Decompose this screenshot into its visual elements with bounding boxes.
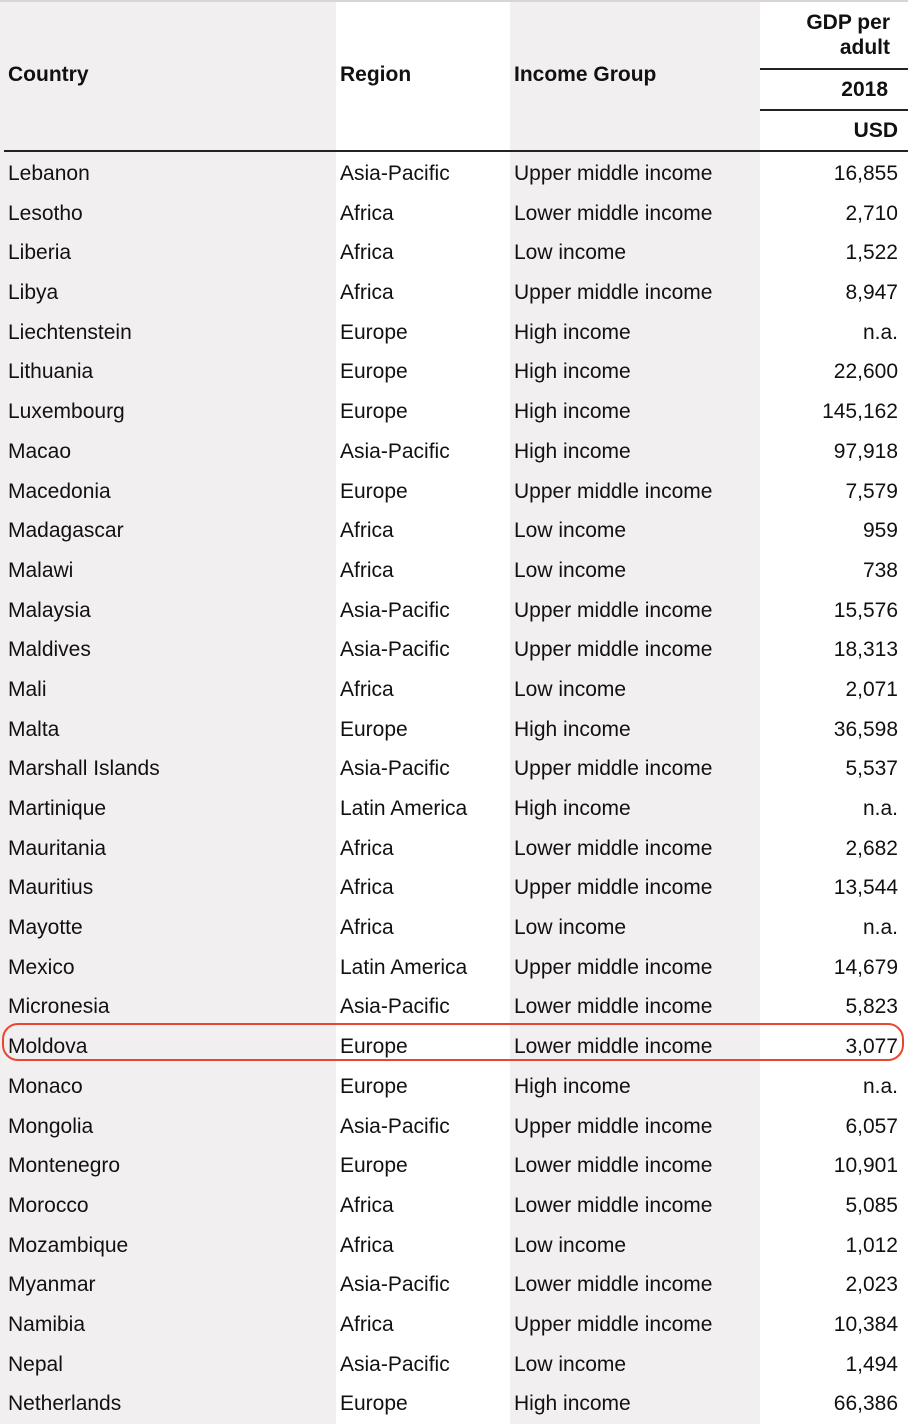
country-cell: Madagascar [8, 519, 124, 543]
country-cell: Namibia [8, 1312, 86, 1336]
region-cell: Africa [340, 1312, 394, 1336]
table-row [0, 392, 908, 432]
gdp-cell: 6,057 [845, 1114, 898, 1138]
income-group-cell: High income [514, 717, 631, 741]
header-gdp-line2: adult [839, 36, 890, 59]
income-group-cell: Lower middle income [514, 836, 713, 860]
income-group-cell: Low income [514, 916, 627, 940]
header-unit: USD [853, 119, 898, 142]
country-cell: Malaysia [8, 598, 91, 622]
gdp-cell: 3,077 [845, 1035, 898, 1059]
region-cell: Africa [340, 558, 394, 582]
region-cell: Africa [340, 876, 394, 900]
table-row [0, 472, 908, 512]
top-border [0, 0, 908, 2]
region-cell: Asia-Pacific [340, 1273, 450, 1297]
table-row [0, 511, 908, 551]
table-row [0, 948, 908, 988]
region-cell: Latin America [340, 955, 468, 979]
country-cell: Luxembourg [8, 400, 125, 424]
header-divider-gdp [760, 68, 908, 70]
income-group-cell: Upper middle income [514, 757, 713, 781]
table-row [0, 194, 908, 234]
gdp-cell: 13,544 [833, 876, 898, 900]
country-cell: Martinique [8, 797, 107, 820]
country-cell: Micronesia [8, 995, 110, 1019]
table-row [0, 1345, 908, 1385]
region-cell: Europe [340, 717, 408, 741]
income-group-cell: Low income [514, 1352, 627, 1376]
table-row [0, 233, 908, 273]
gdp-cell: 2,023 [845, 1273, 898, 1297]
income-group-cell: Upper middle income [514, 955, 713, 979]
income-group-cell: Lower middle income [514, 995, 713, 1019]
region-cell: Europe [340, 400, 408, 424]
region-cell: Africa [340, 201, 394, 225]
table-row [0, 710, 908, 750]
region-cell: Asia-Pacific [340, 598, 450, 622]
table-row [0, 749, 908, 789]
table-row [0, 551, 908, 591]
table-row [0, 432, 908, 472]
gdp-cell: 145,162 [822, 400, 898, 424]
gdp-cell: 22,600 [833, 360, 898, 384]
country-cell: Macao [8, 439, 72, 463]
header-divider-year [760, 109, 908, 111]
table-row [0, 591, 908, 631]
gdp-cell: 5,537 [845, 757, 898, 781]
region-cell: Asia-Pacific [340, 1114, 450, 1138]
gdp-cell: 5,823 [845, 995, 898, 1019]
income-group-cell: Lower middle income [514, 1273, 713, 1297]
region-cell: Asia-Pacific [340, 757, 450, 781]
region-cell: Europe [340, 320, 408, 344]
table-row [0, 352, 908, 392]
gdp-cell: 7,579 [845, 479, 898, 503]
region-cell: Asia-Pacific [340, 638, 450, 662]
header-region: Region [340, 63, 412, 86]
header-gdp-line1: GDP per [806, 11, 890, 34]
country-cell: Libya [8, 281, 59, 305]
table-row [0, 1305, 908, 1345]
gdp-cell: 2,071 [845, 677, 898, 701]
region-cell: Africa [340, 1193, 394, 1217]
region-cell: Europe [340, 1154, 408, 1178]
income-group-cell: Low income [514, 1233, 627, 1257]
country-cell: Marshall Islands [8, 757, 160, 781]
gdp-cell: 66,386 [833, 1392, 898, 1416]
income-group-cell: Low income [514, 241, 627, 265]
income-group-cell: Upper middle income [514, 162, 713, 185]
region-cell: Asia-Pacific [340, 1352, 450, 1376]
region-cell: Africa [340, 836, 394, 860]
region-cell: Africa [340, 241, 394, 265]
income-group-cell: High income [514, 320, 631, 344]
country-cell: Lithuania [8, 360, 94, 384]
income-group-cell: Upper middle income [514, 479, 713, 503]
region-cell: Asia-Pacific [340, 439, 450, 463]
table-row [0, 829, 908, 869]
gdp-cell: 1,522 [845, 241, 898, 265]
region-cell: Africa [340, 677, 394, 701]
gdp-cell: 14,679 [833, 955, 898, 979]
header-income-group: Income Group [514, 63, 657, 86]
income-group-cell: High income [514, 360, 631, 384]
header-country: Country [8, 63, 89, 86]
gdp-cell: 8,947 [845, 281, 898, 305]
income-group-cell: Lower middle income [514, 1035, 713, 1059]
region-cell: Africa [340, 281, 394, 305]
table-row [0, 1186, 908, 1226]
country-cell: Mayotte [8, 916, 83, 940]
country-cell: Myanmar [8, 1273, 96, 1297]
country-cell: Malta [8, 717, 60, 741]
gdp-cell: n.a. [862, 320, 898, 344]
country-cell: Mauritius [8, 876, 94, 900]
region-cell: Latin America [340, 797, 468, 820]
income-group-cell: High income [514, 439, 631, 463]
income-group-cell: Lower middle income [514, 1154, 713, 1178]
income-group-cell: High income [514, 400, 631, 424]
table-row [0, 154, 908, 194]
table-row [0, 1107, 908, 1147]
gdp-cell: 16,855 [833, 162, 898, 185]
region-cell: Africa [340, 916, 394, 940]
country-cell: Mauritania [8, 836, 107, 860]
income-group-cell: Low income [514, 558, 627, 582]
country-cell: Mexico [8, 955, 75, 979]
table-row [0, 630, 908, 670]
gdp-cell: 15,576 [833, 598, 898, 622]
region-cell: Europe [340, 1392, 408, 1416]
country-cell: Montenegro [8, 1154, 121, 1178]
table-row [0, 908, 908, 948]
gdp-cell: 5,085 [845, 1193, 898, 1217]
country-cell: Lebanon [8, 162, 90, 185]
income-group-cell: Upper middle income [514, 876, 713, 900]
country-cell: Maldives [8, 638, 91, 662]
country-cell: Malawi [8, 558, 74, 582]
income-group-cell: Upper middle income [514, 638, 713, 662]
gdp-cell: 97,918 [833, 439, 898, 463]
country-cell: Monaco [8, 1074, 83, 1098]
country-cell: Nepal [8, 1352, 63, 1376]
income-group-cell: High income [514, 1392, 631, 1416]
table-row [0, 868, 908, 908]
table-row [0, 313, 908, 353]
table-row [0, 1226, 908, 1266]
country-cell: Lesotho [8, 201, 83, 225]
gdp-cell: n.a. [862, 916, 898, 940]
table-row [0, 1067, 908, 1107]
country-cell: Netherlands [8, 1392, 122, 1416]
table-row [0, 1384, 908, 1424]
gdp-cell: 1,494 [845, 1352, 898, 1376]
income-group-cell: Upper middle income [514, 1312, 713, 1336]
table-row [0, 670, 908, 710]
region-cell: Europe [340, 360, 408, 384]
region-cell: Europe [340, 479, 408, 503]
table-body [0, 154, 908, 1424]
gdp-cell: 10,901 [833, 1154, 898, 1178]
country-cell: Macedonia [8, 479, 111, 503]
gdp-cell: n.a. [862, 1074, 898, 1098]
income-group-cell: Upper middle income [514, 281, 713, 305]
gdp-cell: 18,313 [833, 638, 898, 662]
income-group-cell: Upper middle income [514, 598, 713, 622]
region-cell: Europe [340, 1074, 408, 1098]
income-group-cell: High income [514, 797, 631, 820]
gdp-cell: n.a. [862, 797, 898, 820]
country-cell: Moldova [8, 1035, 88, 1059]
country-cell: Mali [8, 677, 47, 701]
table-row [0, 789, 908, 829]
country-cell: Liechtenstein [8, 320, 132, 344]
country-cell: Liberia [8, 241, 72, 265]
country-cell: Mongolia [8, 1114, 94, 1138]
header-year: 2018 [841, 78, 888, 101]
gdp-cell: 2,710 [845, 201, 898, 225]
table-row [0, 273, 908, 313]
gdp-cell: 2,682 [845, 836, 898, 860]
header-gdp [750, 10, 890, 60]
gdp-cell: 36,598 [833, 717, 898, 741]
region-cell: Asia-Pacific [340, 995, 450, 1019]
gdp-cell: 10,384 [833, 1312, 898, 1336]
table-row [0, 987, 908, 1027]
region-cell: Africa [340, 1233, 394, 1257]
country-cell: Mozambique [8, 1233, 129, 1257]
gdp-cell: 1,012 [845, 1233, 898, 1257]
gdp-cell: 738 [862, 558, 898, 582]
country-cell: Morocco [8, 1193, 89, 1217]
income-group-cell: High income [514, 1074, 631, 1098]
gdp-cell: 959 [862, 519, 898, 543]
income-group-cell: Lower middle income [514, 1193, 713, 1217]
header-bottom-rule [4, 150, 908, 152]
table-row-highlighted [0, 1027, 908, 1067]
table-row [0, 1265, 908, 1305]
table-row [0, 1146, 908, 1186]
income-group-cell: Low income [514, 677, 627, 701]
income-group-cell: Low income [514, 519, 627, 543]
region-cell: Europe [340, 1035, 408, 1059]
region-cell: Africa [340, 519, 394, 543]
income-group-cell: Lower middle income [514, 201, 713, 225]
region-cell: Asia-Pacific [340, 162, 450, 185]
income-group-cell: Upper middle income [514, 1114, 713, 1138]
